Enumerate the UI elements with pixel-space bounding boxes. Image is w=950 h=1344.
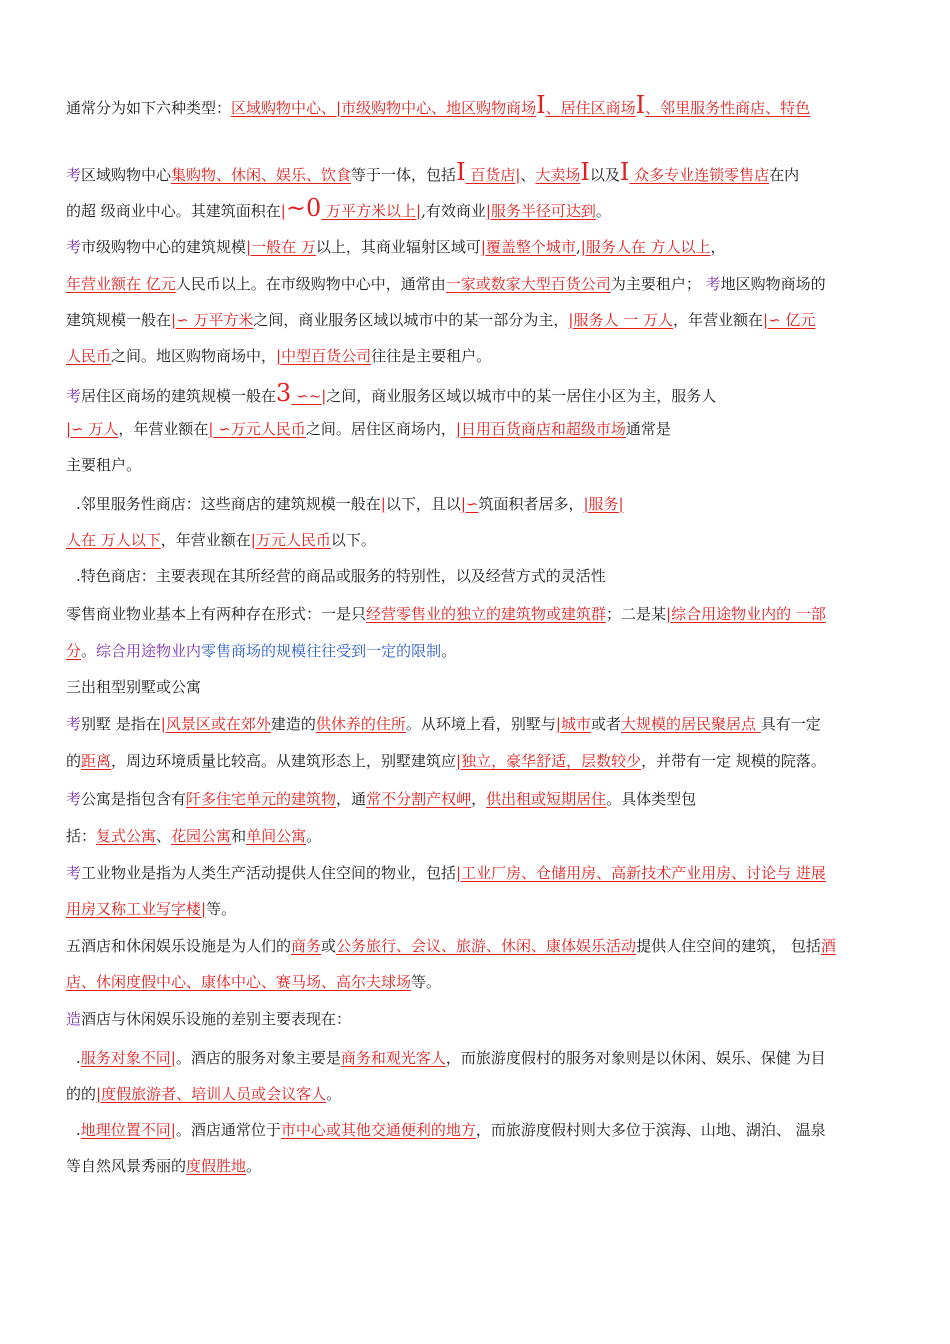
text-segment: 筑面积者居多， bbox=[478, 495, 584, 513]
highlighted-text: 花园公寓 bbox=[171, 827, 232, 845]
highlighted-text: 集购物、休闲、娱乐、饮食 bbox=[171, 166, 352, 184]
highlighted-text: 大规模的居民聚居点 bbox=[620, 715, 761, 733]
text-segment: ， bbox=[471, 790, 487, 808]
text-segment: .邻里服务性商店：这些商店的建筑规模一般在 bbox=[76, 495, 381, 513]
text-segment: 工业物业是指为人类生产活动提供人住空间的物业，包括 bbox=[81, 864, 457, 882]
highlighted-text: 地理位置不同| bbox=[80, 1121, 176, 1139]
text-line bbox=[66, 309, 815, 331]
text-segment: 。酒店通常位于 bbox=[175, 1121, 281, 1139]
text-line bbox=[66, 379, 717, 407]
highlighted-text: 公务旅行、会议、旅游、休闲、康体娱乐活动 bbox=[336, 937, 637, 955]
text-segment: ，而旅游度假村则大多位于滨海、山地、湖泊、 温泉 bbox=[475, 1121, 826, 1139]
text-segment: 零售商业物业基本上有两种存在形式：一是只 bbox=[66, 605, 367, 623]
text-segment: 之间。居住区商场内， bbox=[305, 420, 456, 438]
text-segment: 居住区商场的建筑规模一般在 bbox=[81, 387, 277, 405]
text-line bbox=[66, 194, 611, 222]
text-line bbox=[66, 750, 826, 772]
text-segment: 往往受到一定的限制 bbox=[306, 642, 442, 660]
annotation-mark: I bbox=[619, 158, 630, 186]
text-line bbox=[76, 1119, 826, 1141]
highlighted-text: 常不分割产权岬 bbox=[366, 790, 472, 808]
highlighted-text: 复式公寓 bbox=[96, 827, 157, 845]
text-segment: ,有效商业 bbox=[421, 202, 486, 220]
text-segment: 考 bbox=[66, 715, 82, 733]
text-segment: 建筑规模一般在 bbox=[66, 311, 172, 329]
text-segment: 综合用途物业内 bbox=[96, 642, 202, 660]
text-segment: 的 bbox=[66, 752, 82, 770]
highlighted-text: |覆盖整个城市 bbox=[480, 238, 576, 256]
highlighted-text: 商务 bbox=[291, 937, 322, 955]
text-line bbox=[76, 1047, 826, 1069]
highlighted-text: |万元人民币 bbox=[250, 531, 331, 549]
highlighted-text: |市级购物中心、地区购物商场 bbox=[336, 99, 537, 117]
text-segment: 五酒店和休闲娱乐设施是为人们的 bbox=[66, 937, 292, 955]
text-segment: ， bbox=[710, 238, 726, 256]
highlighted-text: | bbox=[380, 495, 386, 513]
text-segment: 以上，其商业辐射区域可 bbox=[315, 238, 481, 256]
text-segment: 。 bbox=[441, 642, 457, 660]
text-segment: ，周边环境质量比较高。从建筑形态上，别墅建筑应 bbox=[111, 752, 457, 770]
text-segment: 零售商场的规模 bbox=[201, 642, 307, 660]
text-segment: 或者 bbox=[590, 715, 621, 733]
annotation-mark: I bbox=[635, 91, 646, 119]
text-line bbox=[66, 529, 376, 551]
text-segment: 。具体类型包 bbox=[606, 790, 697, 808]
text-segment: 考 bbox=[66, 864, 82, 882]
text-segment: 三出租型别墅或公寓 bbox=[66, 678, 202, 696]
highlighted-text: 人在 万人以下 bbox=[66, 531, 161, 549]
text-segment: ，通 bbox=[336, 790, 367, 808]
text-segment: 建造的 bbox=[270, 715, 316, 733]
text-line bbox=[66, 236, 726, 258]
highlighted-text: |独立，豪华舒适，层数较少 bbox=[456, 752, 642, 770]
highlighted-text: |服务人 一 万人 bbox=[568, 311, 674, 329]
highlighted-text: |度假旅游者、培训人员或会议客人 bbox=[96, 1085, 327, 1103]
highlighted-text: |服务| bbox=[583, 495, 624, 513]
highlighted-text: |日用百货商店和超级市场 bbox=[455, 420, 626, 438]
text-segment: , bbox=[575, 238, 581, 256]
text-segment: 主要租户。 bbox=[66, 456, 142, 474]
highlighted-text: 服务对象不同| bbox=[80, 1049, 176, 1067]
text-segment: 市级购物中心的建筑规模 bbox=[81, 238, 247, 256]
highlighted-text: 供出租或短期居住 bbox=[486, 790, 607, 808]
text-segment: ，年营业额在 bbox=[118, 420, 209, 438]
text-segment: 等。 bbox=[411, 973, 442, 991]
highlighted-text: 店、休闲度假中心、康体中心、赛马场、高尔夫球场 bbox=[66, 973, 412, 991]
annotation-mark: I bbox=[580, 158, 590, 186]
text-segment: 。酒店的服务对象主要是 bbox=[175, 1049, 341, 1067]
highlighted-text: 阡多住宅单元的建筑物 bbox=[186, 790, 337, 808]
text-segment: ，年营业额在 bbox=[673, 311, 764, 329]
text-line bbox=[66, 825, 321, 847]
highlighted-text: | bbox=[280, 202, 286, 220]
highlighted-text: | ∽万元人民币 bbox=[208, 420, 306, 438]
text-segment: 、 bbox=[156, 827, 172, 845]
highlighted-text: |服务半径可达到 bbox=[485, 202, 596, 220]
text-segment: 考 bbox=[705, 275, 721, 293]
text-segment: 提供人住空间的建筑， 包括 bbox=[636, 937, 821, 955]
text-segment: 酒店与休闲娱乐设施的差别主要表现在： bbox=[81, 1010, 352, 1028]
highlighted-text: 人民币 bbox=[66, 347, 112, 365]
annotation-mark: I bbox=[456, 158, 466, 186]
highlighted-text: |∽ bbox=[460, 495, 479, 513]
text-line bbox=[76, 565, 606, 587]
text-segment: ，年营业额在 bbox=[160, 531, 251, 549]
text-segment: 区域购物中心 bbox=[81, 166, 172, 184]
text-line bbox=[66, 898, 236, 920]
text-line bbox=[66, 1008, 351, 1030]
text-segment: 地区购物商场的 bbox=[720, 275, 826, 293]
text-segment: 考 bbox=[66, 790, 82, 808]
highlighted-text: |工业厂房、仓储用房、高新技术产业用房、讨论与 进展 bbox=[456, 864, 826, 882]
text-segment: 。 bbox=[81, 642, 97, 660]
text-segment: 。 bbox=[326, 1085, 342, 1103]
text-segment: 。 bbox=[306, 827, 322, 845]
text-segment: 别墅 是指在 bbox=[81, 715, 161, 733]
text-segment: 之间，商业服务区域以城市中的某一居住小区为主，服务人 bbox=[326, 387, 717, 405]
highlighted-text: 商务和观光客人 bbox=[340, 1049, 446, 1067]
highlighted-text: 一家或数家大型百货公司 bbox=[445, 275, 611, 293]
highlighted-text: 众多专业连锁零售店 bbox=[629, 166, 770, 184]
highlighted-text: 万平方米以上| bbox=[321, 202, 422, 220]
text-segment: . bbox=[76, 1121, 81, 1139]
highlighted-text: 、居住区商场 bbox=[545, 99, 636, 117]
highlighted-text: 单间公寓 bbox=[246, 827, 307, 845]
text-line bbox=[66, 454, 141, 476]
highlighted-text: 度假胜地 bbox=[186, 1157, 247, 1175]
highlighted-text: 酒 bbox=[820, 937, 836, 955]
highlighted-text: 区域购物中心、 bbox=[231, 99, 337, 117]
text-segment: 之间，商业服务区域以城市中的某一部分为主， bbox=[253, 311, 569, 329]
text-line bbox=[66, 971, 441, 993]
text-segment: 之间。地区购物商场中， bbox=[111, 347, 277, 365]
highlighted-text: 年营业额在 亿元 bbox=[66, 275, 176, 293]
text-segment: 造 bbox=[66, 1010, 82, 1028]
text-line bbox=[66, 640, 456, 662]
highlighted-text: 市中心或其他交通便利的地方 bbox=[280, 1121, 476, 1139]
text-segment: 考 bbox=[66, 238, 82, 256]
text-line bbox=[66, 1155, 261, 1177]
text-segment: 考 bbox=[66, 387, 82, 405]
text-line bbox=[66, 273, 826, 295]
highlighted-text: |中型百货公司 bbox=[276, 347, 372, 365]
text-segment: 。 bbox=[246, 1157, 262, 1175]
highlighted-text: |综合用途物业内的 一部 bbox=[666, 605, 826, 623]
text-segment: 。从环境上看，别墅与 bbox=[405, 715, 556, 733]
highlighted-text: 分 bbox=[66, 642, 82, 660]
text-line bbox=[66, 713, 821, 735]
text-segment: 以下，且以 bbox=[385, 495, 461, 513]
text-segment: 人民币以上。在市级购物中心中，通常由 bbox=[175, 275, 446, 293]
text-line bbox=[66, 935, 836, 957]
text-segment: 。 bbox=[595, 202, 611, 220]
text-segment: 的超 级商业中心。其建筑面积在 bbox=[66, 202, 281, 220]
text-segment: 括： bbox=[66, 827, 97, 845]
text-segment: 公寓是指包含有 bbox=[81, 790, 187, 808]
text-segment: 和 bbox=[231, 827, 247, 845]
highlighted-text: 百货店| bbox=[465, 166, 521, 184]
text-segment: ，而旅游度假村的服务对象则是以休闲、娱乐、保健 为目 bbox=[445, 1049, 826, 1067]
highlighted-text: ∽~| bbox=[291, 387, 327, 405]
text-segment: 具有一定 bbox=[760, 715, 821, 733]
highlighted-text: 供休养的住所 bbox=[315, 715, 406, 733]
text-segment: 为主要租户； bbox=[610, 275, 706, 293]
highlighted-text: 大卖场 bbox=[535, 166, 581, 184]
annotation-mark: I bbox=[536, 91, 546, 119]
text-line bbox=[66, 862, 826, 884]
text-line bbox=[66, 158, 800, 186]
text-segment: 以下。 bbox=[330, 531, 376, 549]
text-line bbox=[66, 603, 826, 625]
highlighted-text: |城市 bbox=[555, 715, 591, 733]
text-line bbox=[76, 493, 624, 515]
text-line bbox=[66, 345, 491, 367]
text-line bbox=[66, 676, 201, 698]
highlighted-text: |∽ 万人 bbox=[66, 420, 119, 438]
highlighted-text: 距离 bbox=[81, 752, 112, 770]
text-line bbox=[66, 788, 696, 810]
text-segment: 往往是主要租户。 bbox=[371, 347, 492, 365]
highlighted-text: |风景区或在郊外 bbox=[160, 715, 271, 733]
text-line bbox=[66, 418, 671, 440]
annotation-mark: ~0 bbox=[285, 194, 322, 222]
annotation-mark: 3 bbox=[276, 379, 292, 407]
highlighted-text: 经营零售业的独立的建筑物或建筑群 bbox=[366, 605, 607, 623]
text-segment: ，并带有一定 规模的院落。 bbox=[641, 752, 826, 770]
text-line bbox=[66, 91, 811, 119]
text-segment: 通常分为如下六种类型： bbox=[66, 99, 232, 117]
highlighted-text: 、邻里服务性商店、特色 bbox=[645, 99, 811, 117]
text-segment: 或 bbox=[321, 937, 337, 955]
text-segment: 的的 bbox=[66, 1085, 97, 1103]
text-segment: 在内 bbox=[769, 166, 800, 184]
highlighted-text: |∽ 亿元 bbox=[763, 311, 816, 329]
text-segment: 等。 bbox=[206, 900, 237, 918]
text-segment: 以及 bbox=[589, 166, 620, 184]
text-segment: 等自然风景秀丽的 bbox=[66, 1157, 187, 1175]
text-segment: 、 bbox=[520, 166, 536, 184]
text-segment: ；二是某 bbox=[606, 605, 667, 623]
text-line bbox=[66, 1083, 341, 1105]
highlighted-text: |服务人在 方人以上 bbox=[580, 238, 711, 256]
highlighted-text: |∽ 万平方米 bbox=[171, 311, 254, 329]
text-segment: 考 bbox=[66, 166, 82, 184]
text-segment: .特色商店：主要表现在其所经营的商品或服务的特别性，以及经营方式的灵活性 bbox=[76, 567, 606, 585]
highlighted-text: 用房又称工业写字楼| bbox=[66, 900, 207, 918]
text-segment: 通常是 bbox=[625, 420, 671, 438]
highlighted-text: |一般在 万 bbox=[246, 238, 316, 256]
text-segment: . bbox=[76, 1049, 81, 1067]
text-segment: 等于一体，包括 bbox=[351, 166, 457, 184]
